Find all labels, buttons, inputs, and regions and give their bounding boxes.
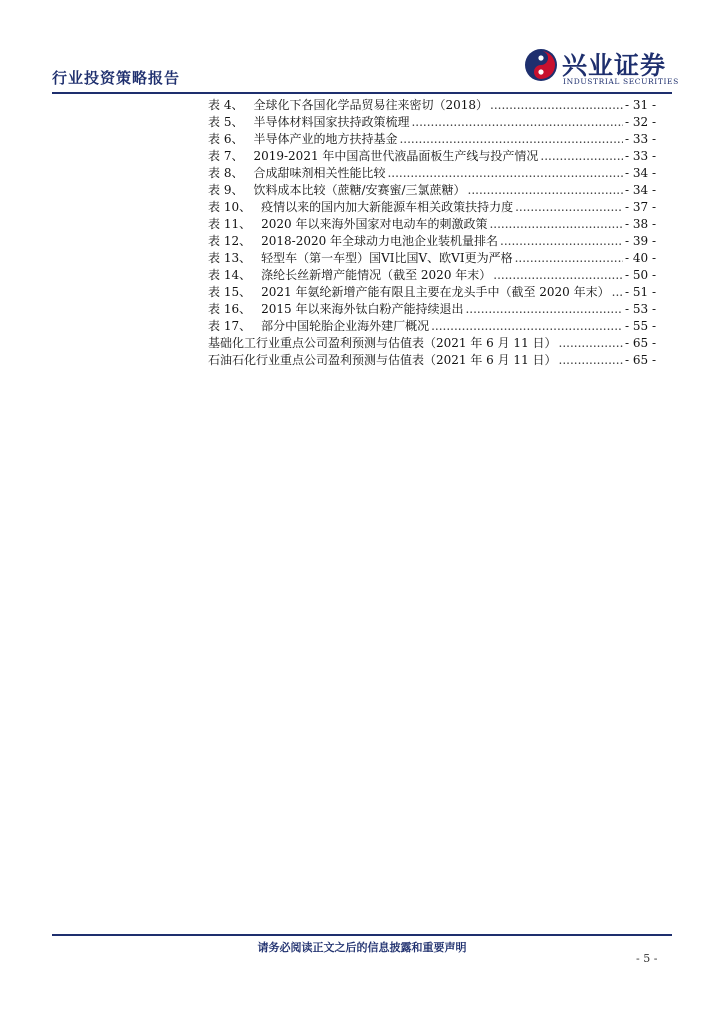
toc-entry-page: - 39 - <box>624 234 656 248</box>
table-of-contents <box>208 97 656 369</box>
toc-entry[interactable] <box>208 250 656 267</box>
toc-dot-leader <box>515 199 623 216</box>
toc-dot-leader <box>411 114 623 131</box>
toc-entry-page: - 65 - <box>624 353 656 367</box>
toc-entry-number: 表 17、 <box>208 319 252 333</box>
toc-entry-number: 表 9、 <box>208 183 244 197</box>
report-type-title: 行业投资策略报告 <box>52 69 181 87</box>
toc-entry-number: 表 4、 <box>208 98 244 112</box>
toc-entry-title: 饮料成本比较（蔗糖/安赛蜜/三氯蔗糖） <box>253 183 466 197</box>
toc-dot-leader <box>431 318 623 335</box>
toc-entry[interactable] <box>208 148 656 165</box>
toc-entry-page: - 33 - <box>624 149 656 163</box>
toc-entry[interactable] <box>208 233 656 250</box>
industrial-securities-logo-icon <box>524 48 558 82</box>
toc-entry-title: 部分中国轮胎企业海外建厂概况 <box>261 319 430 333</box>
toc-entry-title: 合成甜味剂相关性能比较 <box>253 166 386 180</box>
toc-entry[interactable] <box>208 182 656 199</box>
toc-entry[interactable] <box>208 165 656 182</box>
logo-english-name: INDUSTRIAL SECURITIES <box>563 77 679 86</box>
toc-entry-number: 表 15、 <box>208 285 252 299</box>
toc-entry-number: 表 10、 <box>208 200 252 214</box>
toc-entry-number: 表 11、 <box>208 217 252 231</box>
toc-dot-leader <box>399 131 623 148</box>
toc-entry-title: 全球化下各国化学品贸易往来密切（2018） <box>253 98 488 112</box>
toc-entry-number: 表 8、 <box>208 166 244 180</box>
toc-entry-title: 半导体产业的地方扶持基金 <box>253 132 398 146</box>
toc-entry[interactable] <box>208 114 656 131</box>
toc-entry-title: 2019-2021 年中国高世代液晶面板生产线与投产情况 <box>253 149 539 163</box>
toc-entry[interactable] <box>208 335 656 352</box>
toc-dot-leader <box>559 335 623 352</box>
toc-entry-title: 石油石化行业重点公司盈利预测与估值表（2021 年 6 月 11 日） <box>208 353 557 367</box>
toc-entry-title: 涤纶长丝新增产能情况（截至 2020 年末） <box>261 268 492 282</box>
toc-entry-page: - 31 - <box>624 98 656 112</box>
toc-dot-leader <box>515 250 623 267</box>
page-number: - 5 - <box>636 952 658 965</box>
toc-entry-title: 2020 年以来海外国家对电动车的刺激政策 <box>261 217 488 231</box>
toc-entry-page: - 38 - <box>624 217 656 231</box>
toc-entry[interactable] <box>208 199 656 216</box>
toc-entry-number: 表 6、 <box>208 132 244 146</box>
toc-dot-leader <box>468 182 623 199</box>
footer-divider <box>52 934 672 936</box>
toc-dot-leader <box>387 165 623 182</box>
toc-dot-leader <box>493 267 623 284</box>
toc-entry-number: 表 13、 <box>208 251 252 265</box>
toc-entry-page: - 51 - <box>624 285 656 299</box>
toc-entry[interactable] <box>208 284 656 301</box>
toc-entry-title: 疫情以来的国内加大新能源车相关政策扶持力度 <box>261 200 514 214</box>
toc-entry-title: 半导体材料国家扶持政策梳理 <box>253 115 410 129</box>
toc-entry-title: 轻型车（第一车型）国VI比国V、欧VI更为严格 <box>261 251 513 265</box>
toc-dot-leader <box>559 352 623 369</box>
toc-entry-title: 基础化工行业重点公司盈利预测与估值表（2021 年 6 月 11 日） <box>208 336 557 350</box>
toc-entry[interactable] <box>208 267 656 284</box>
toc-dot-leader <box>540 148 623 165</box>
toc-entry-number: 表 14、 <box>208 268 252 282</box>
toc-entry-page: - 34 - <box>624 166 656 180</box>
toc-entry-title: 2015 年以来海外钛白粉产能持续退出 <box>261 302 464 316</box>
toc-dot-leader <box>612 284 623 301</box>
toc-dot-leader <box>490 97 623 114</box>
toc-dot-leader <box>465 301 623 318</box>
toc-entry-page: - 37 - <box>624 200 656 214</box>
toc-entry-page: - 55 - <box>624 319 656 333</box>
toc-entry[interactable] <box>208 352 656 369</box>
toc-entry-page: - 33 - <box>624 132 656 146</box>
toc-entry[interactable] <box>208 301 656 318</box>
toc-entry-page: - 32 - <box>624 115 656 129</box>
toc-entry[interactable] <box>208 318 656 335</box>
company-logo <box>524 46 679 88</box>
toc-dot-leader <box>500 233 623 250</box>
toc-entry-title: 2018-2020 年全球动力电池企业装机量排名 <box>261 234 499 248</box>
toc-dot-leader <box>489 216 623 233</box>
toc-entry-page: - 34 - <box>624 183 656 197</box>
toc-entry-number: 表 7、 <box>208 149 244 163</box>
logo-chinese-name: 兴业证券 <box>562 51 667 80</box>
toc-entry[interactable] <box>208 216 656 233</box>
toc-entry-number: 表 5、 <box>208 115 244 129</box>
toc-entry-page: - 53 - <box>624 302 656 316</box>
toc-entry-number: 表 12、 <box>208 234 252 248</box>
toc-entry-title: 2021 年氨纶新增产能有限且主要在龙头手中（截至 2020 年末） <box>261 285 610 299</box>
toc-entry-page: - 40 - <box>624 251 656 265</box>
toc-entry-number: 表 16、 <box>208 302 252 316</box>
toc-entry[interactable] <box>208 97 656 114</box>
header-divider <box>52 92 672 94</box>
toc-entry[interactable] <box>208 131 656 148</box>
toc-entry-page: - 65 - <box>624 336 656 350</box>
toc-entry-page: - 50 - <box>624 268 656 282</box>
disclaimer-notice: 请务必阅读正文之后的信息披露和重要声明 <box>257 941 467 954</box>
